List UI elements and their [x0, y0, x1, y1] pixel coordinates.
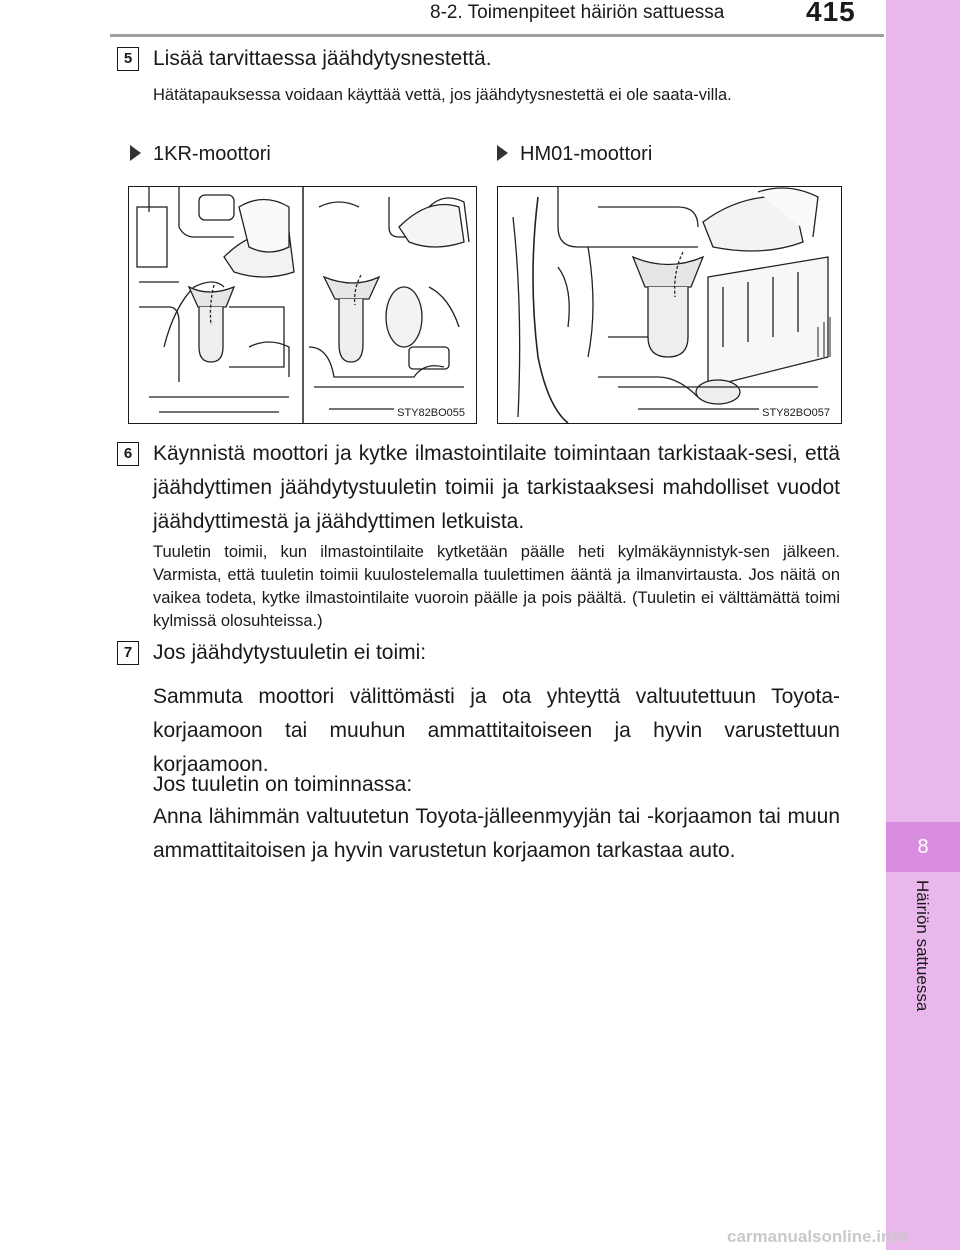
step-marker-7: 7 [117, 641, 139, 665]
coolant-pour-illustration-right [498, 187, 841, 423]
triangle-bullet-icon [130, 145, 141, 161]
figure-1kr-engine [128, 186, 477, 424]
step-7-action-2: Anna lähimmän valtuutetun Toyota-jälleenmyyjän tai -korjaamon tai muun ammattitaitoisen ja hyvin varustetun korjaamon tarkastaa auto. [153, 805, 840, 862]
figure-hm01-engine [497, 186, 842, 424]
chapter-label: Häiriön sattuessa [913, 880, 932, 1012]
page-number: 415 [806, 0, 856, 27]
step-marker-5: 5 [117, 47, 139, 71]
step-6-text: Käynnistä moottori ja kytke ilmastointilaite toimintaan tarkistaak-sesi, että jäähdyttimen jäähdytystuuletin toimii ja tarkistaaksesi mahdolliset vuodot jäähdyttimestä ja jäähdyttimen letkuista. [153, 442, 840, 533]
step-7-action-1: Sammuta moottori välittömästi ja ota yhteyttä valtuutettuun Toyota-korjaamoon tai muuhun ammattitaitoiseen ja hyvin varustettuun korjaamoon. [153, 685, 840, 776]
section-title: 8-2. Toimenpiteet häiriön sattuessa [430, 2, 725, 23]
step-7-condition-1: Jos jäähdytystuuletin ei toimi: [153, 641, 427, 664]
header-rule [110, 34, 884, 37]
triangle-bullet-icon [497, 145, 508, 161]
figure-code-left: STY82BO055 [394, 407, 468, 419]
step-marker-6: 6 [117, 442, 139, 466]
coolant-pour-illustration-left [129, 187, 476, 423]
step-5-note: Hätätapauksessa voidaan käyttää vettä, jos jäähdytysnestettä ei ole saata-villa. [153, 86, 732, 104]
watermark: carmanualsonline.info [727, 1227, 908, 1246]
chapter-number-tab[interactable]: 8 [886, 822, 960, 872]
engine-label-left: 1KR-moottori [130, 143, 271, 166]
step-5-text: Lisää tarvittaessa jäähdytysnestettä. [153, 47, 492, 70]
engine-label-right: HM01-moottori [497, 143, 652, 166]
figure-code-right: STY82BO057 [759, 407, 833, 419]
step-6-note: Tuuletin toimii, kun ilmastointilaite kytketään päälle heti kylmäkäynnistyk-sen jälkeen. Varmista, että tuuletin toimii kuulostelemalla tuulettimen ääntä ja ilmanvirtausta. Jos näitä on vaikea todeta, kytke ilmastointilaite vuoroin päälle ja pois päältä. (Tuuletin ei välttämättä toimi kylmissä olosuhteissa.) [153, 543, 840, 630]
step-7-condition-2: Jos tuuletin on toiminnassa: [153, 773, 413, 796]
